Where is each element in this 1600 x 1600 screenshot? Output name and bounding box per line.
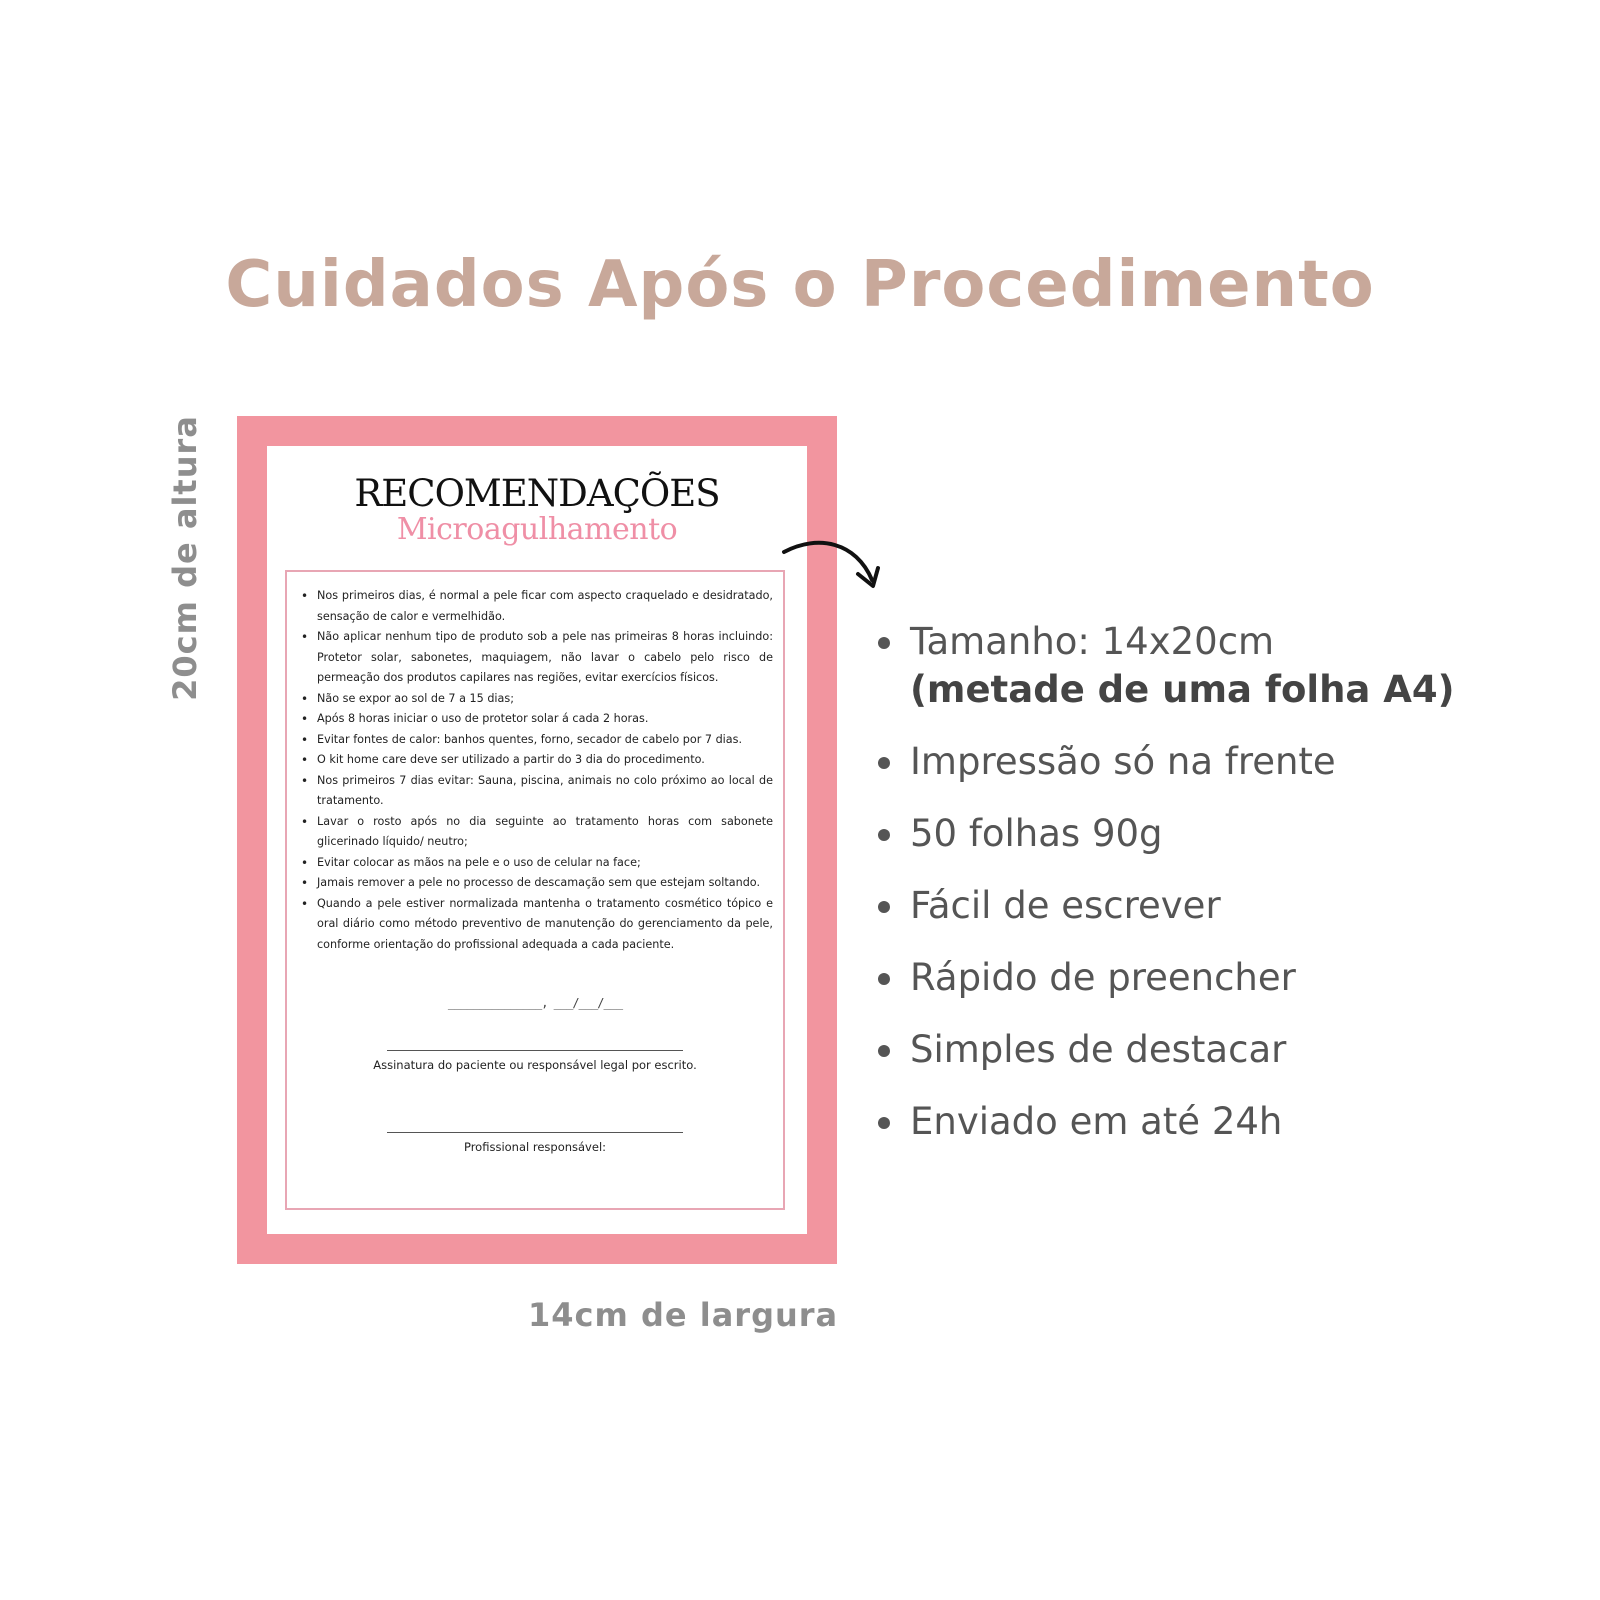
bullet-icon xyxy=(878,637,890,649)
recommendations-frame xyxy=(285,570,785,1210)
feature-size-text: Tamanho: 14x20cm xyxy=(910,620,1275,663)
feature-printing-text: Impressão só na frente xyxy=(910,740,1336,783)
form-preview-card xyxy=(237,416,837,1264)
recommendation-item: • Quando a pele estiver normalizada mantenha o tratamento cosmético tópico e oral diário como método preventivo de manutenção do gerenciamento da pele, conforme orientação do profissional adequada a cada paciente. xyxy=(305,894,773,956)
professional-caption: Profissional responsável: xyxy=(463,1140,607,1154)
bullet-icon xyxy=(878,1117,890,1129)
feature-shipping-text: Enviado em até 24h xyxy=(910,1100,1283,1143)
feature-printing xyxy=(878,738,1578,786)
feature-filling-text: Rápido de preencher xyxy=(910,956,1296,999)
bullet-icon xyxy=(878,829,890,841)
feature-writing-text: Fácil de escrever xyxy=(910,884,1221,927)
form-paper xyxy=(267,446,807,1234)
feature-shipping xyxy=(878,1098,1578,1146)
features-list xyxy=(878,618,1578,1170)
feature-writing xyxy=(878,882,1578,930)
date-fill-line: _______________, ___/___/___ xyxy=(447,996,623,1010)
bullet-icon xyxy=(878,901,890,913)
recommendations-list xyxy=(305,586,773,955)
feature-sheets xyxy=(878,810,1578,858)
recommendation-item: • Após 8 horas iniciar o uso de protetor solar á cada 2 horas. xyxy=(305,709,773,730)
recommendation-item: • Lavar o rosto após no dia seguinte ao tratamento horas com sabonete glicerinado líquido/ neutro; xyxy=(305,812,773,853)
width-dimension-label: 14cm de largura xyxy=(528,1296,839,1334)
recommendation-item: • Jamais remover a pele no processo de descamação sem que estejam soltando. xyxy=(305,873,773,894)
form-title: RECOMENDAÇÕES xyxy=(354,472,720,515)
patient-signature-caption: Assinatura do paciente ou responsável legal por escrito. xyxy=(373,1058,697,1072)
professional-signature-line xyxy=(387,1132,683,1133)
feature-detaching xyxy=(878,1026,1578,1074)
feature-size-note: (metade de uma folha A4) xyxy=(910,668,1455,711)
recommendation-item: • O kit home care deve ser utilizado a partir do 3 dia do procedimento. xyxy=(305,750,773,771)
recommendation-item: • Não se expor ao sol de 7 a 15 dias; xyxy=(305,689,773,710)
recommendation-item: • Evitar fontes de calor: banhos quentes, forno, secador de cabelo por 7 dias. xyxy=(305,730,773,751)
height-dimension-label: 20cm de altura xyxy=(166,415,204,701)
feature-filling xyxy=(878,954,1578,1002)
feature-sheets-text: 50 folhas 90g xyxy=(910,812,1163,855)
form-subtitle: Microagulhamento xyxy=(396,512,678,547)
recommendation-item: • Nos primeiros 7 dias evitar: Sauna, piscina, animais no colo próximo ao local de tratamento. xyxy=(305,771,773,812)
bullet-icon xyxy=(878,973,890,985)
recommendation-item: • Não aplicar nenhum tipo de produto sob a pele nas primeiras 8 horas incluindo: Protetor solar, sabonetes, maquiagem, não lavar o cabelo pelo risco de permeação dos produtos capilares nas regiões, evitar exercícios físicos. xyxy=(305,627,773,689)
feature-detaching-text: Simples de destacar xyxy=(910,1028,1287,1071)
recommendation-item: • Evitar colocar as mãos na pele e o uso de celular na face; xyxy=(305,853,773,874)
curved-arrow-icon xyxy=(778,530,888,600)
feature-size xyxy=(878,618,1578,714)
bullet-icon xyxy=(878,757,890,769)
page-title: Cuidados Após o Procedimento xyxy=(225,248,1375,322)
patient-signature-line xyxy=(387,1050,683,1051)
bullet-icon xyxy=(878,1045,890,1057)
recommendation-item: • Nos primeiros dias, é normal a pele ficar com aspecto craquelado e desidratado, sensação de calor e vermelhidão. xyxy=(305,586,773,627)
